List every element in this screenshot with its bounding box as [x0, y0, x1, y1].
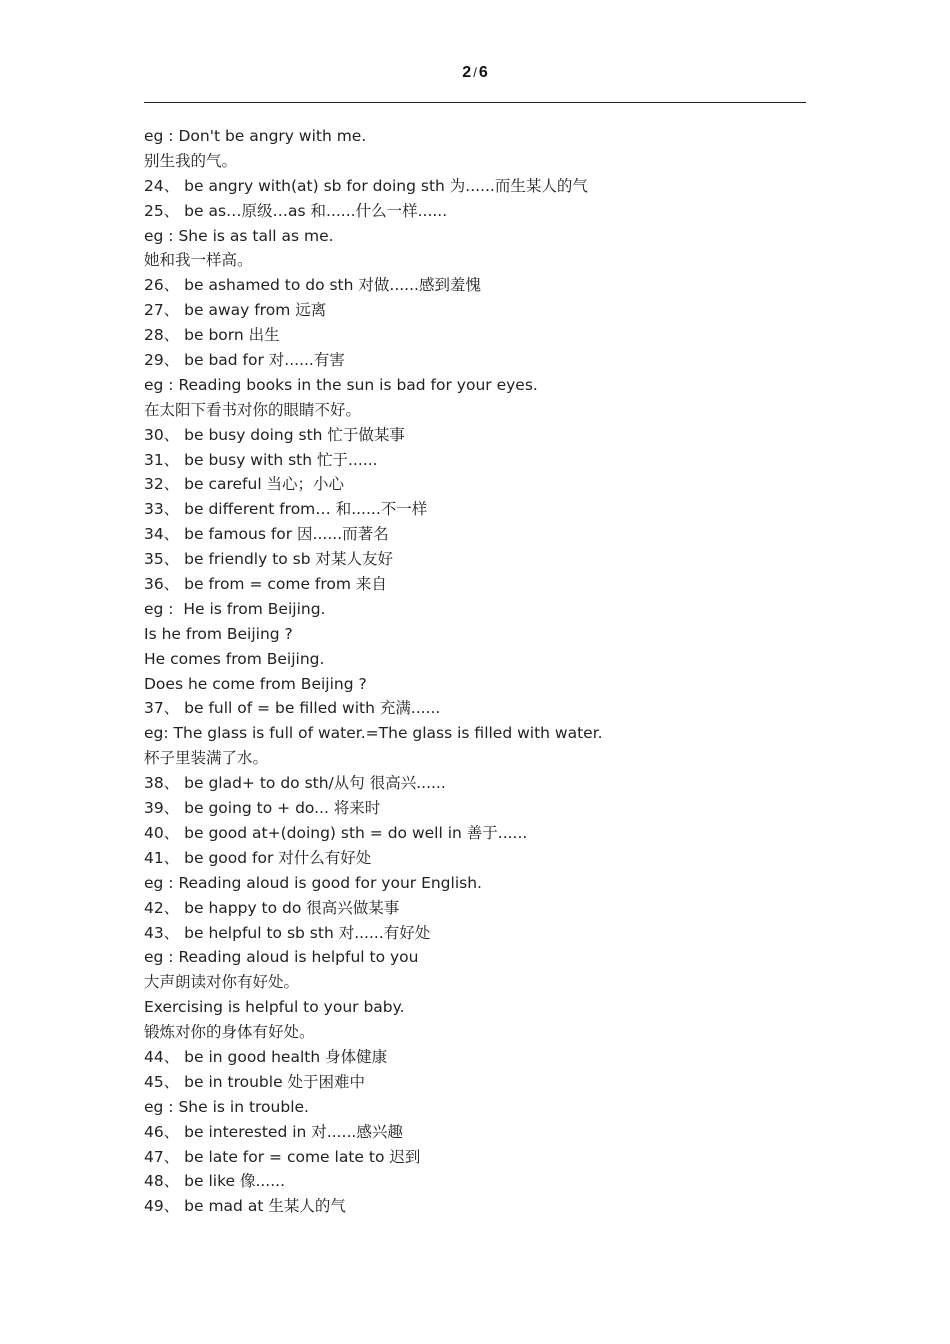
text-line: eg : He is from Beijing. [144, 599, 326, 618]
total-pages-number: 6 [478, 64, 488, 81]
text-line: eg : She is in trouble. [144, 1097, 309, 1116]
text-line: 32、 be careful 当心；小心 [144, 475, 345, 494]
text-line: 锻炼对你的身体有好处。 [144, 1023, 315, 1042]
text-line: eg: The glass is full of water.=The glass is filled with water. [144, 724, 603, 743]
text-line: He comes from Beijing. [144, 649, 325, 668]
text-line: 28、 be born 出生 [144, 326, 280, 345]
text-line: 31、 be busy with sth 忙于...... [144, 450, 378, 469]
text-line: eg : Don't be angry with me. [144, 127, 367, 145]
text-line: 在太阳下看书对你的眼睛不好。 [144, 400, 362, 419]
text-line: eg : Reading aloud is good for your English. [144, 873, 482, 892]
text-line: 她和我一样高。 [144, 251, 253, 270]
text-line: 44、 be in good health 身体健康 [144, 1047, 388, 1066]
page-separator: / [473, 65, 477, 80]
text-line: 41、 be good for 对什么有好处 [144, 848, 372, 867]
text-line: 45、 be in trouble 处于困难中 [144, 1072, 366, 1091]
text-line: 46、 be interested in 对......感兴趣 [144, 1122, 403, 1141]
text-line: eg : She is as tall as me. [144, 226, 334, 245]
text-line: 48、 be like 像...... [144, 1172, 286, 1191]
text-line: 37、 be full of = be filled with 充满...... [144, 699, 441, 718]
text-line: 25、 be as…原级…as 和......什么一样...... [144, 201, 448, 220]
text-line: 别生我的气。 [144, 151, 238, 170]
text-line: 26、 be ashamed to do sth 对做......感到羞愧 [144, 276, 481, 295]
text-line: 39、 be going to + do... 将来时 [144, 799, 381, 818]
text-line: 47、 be late for = come late to 迟到 [144, 1147, 421, 1166]
text-line: 33、 be different from… 和......不一样 [144, 500, 428, 519]
text-line: 24、 be angry with(at) sb for doing sth 为......而生某人的气 [144, 176, 588, 195]
page-number [0, 64, 950, 82]
text-line: eg : Reading books in the sun is bad for your eyes. [144, 375, 538, 394]
text-line: 40、 be good at+(doing) sth = do well in 善于...... [144, 823, 528, 842]
text-line: Exercising is helpful to your baby. [144, 998, 405, 1017]
text-line: 38、 be glad+ to do sth/从句 很高兴...... [144, 774, 446, 793]
text-line: 30、 be busy doing sth 忙于做某事 [144, 425, 405, 444]
text-line: 49、 be mad at 生某人的气 [144, 1197, 346, 1216]
header-divider [144, 102, 806, 103]
text-line: 29、 be bad for 对......有害 [144, 351, 345, 370]
text-line: 34、 be famous for 因......而著名 [144, 525, 389, 544]
text-line: 杯子里装满了水。 [144, 749, 269, 768]
current-page-number: 2 [462, 64, 472, 81]
text-line: Is he from Beijing ? [144, 624, 293, 643]
text-line: 36、 be from = come from 来自 [144, 575, 387, 594]
text-line: 43、 be helpful to sb sth 对......有好处 [144, 923, 431, 942]
document-body [144, 124, 806, 1219]
text-line: eg : Reading aloud is helpful to you [144, 948, 419, 967]
text-line: 42、 be happy to do 很高兴做某事 [144, 898, 400, 917]
text-line: 35、 be friendly to sb 对某人友好 [144, 550, 394, 569]
text-line: Does he come from Beijing ? [144, 674, 367, 693]
text-line: 27、 be away from 远离 [144, 301, 327, 320]
text-line: 大声朗读对你有好处。 [144, 973, 300, 992]
